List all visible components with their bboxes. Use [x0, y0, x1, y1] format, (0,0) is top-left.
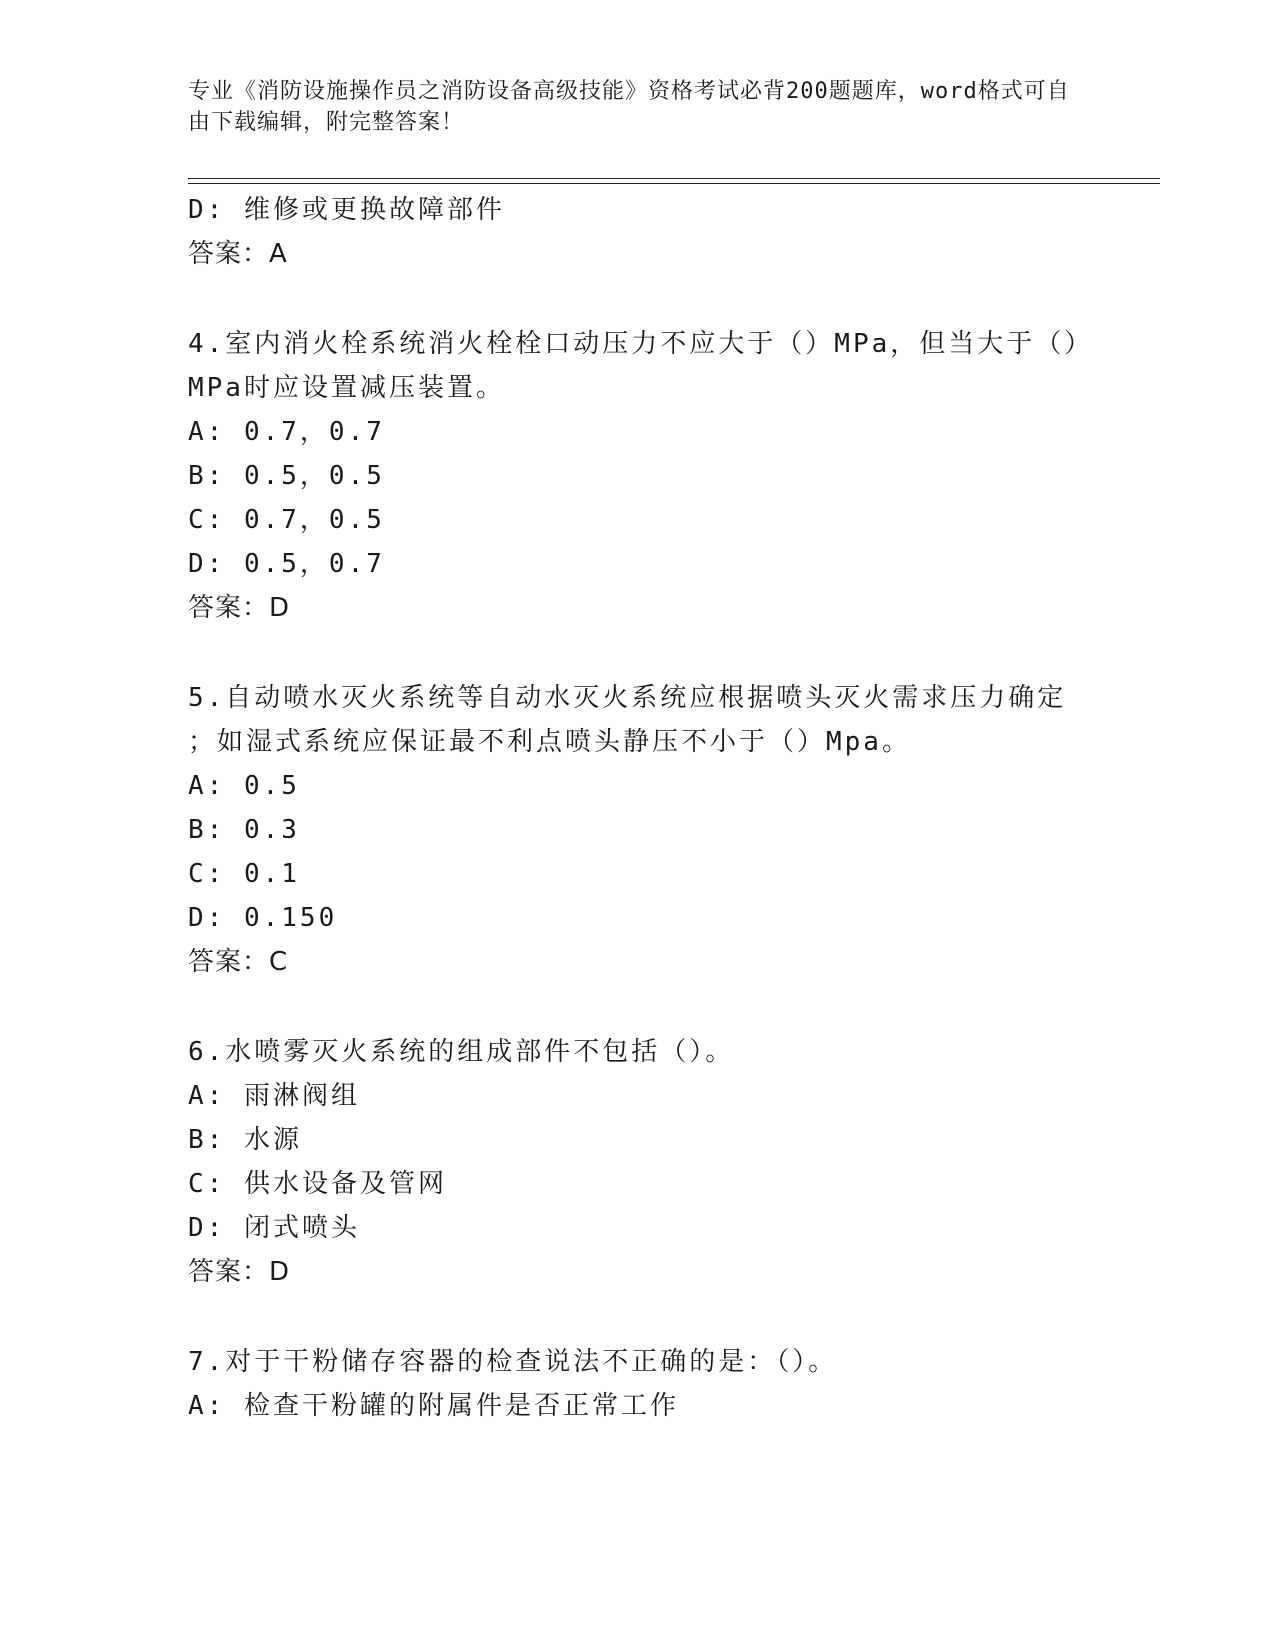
- q6-option-c: C: 供水设备及管网: [188, 1169, 447, 1199]
- q4-option-c: C: 0.7，0.5: [188, 505, 385, 535]
- q7-stem: 7.对于干粉储存容器的检查说法不正确的是：（）。: [188, 1347, 838, 1377]
- q5-option-d: D: 0.150: [188, 903, 338, 933]
- q6-answer: 答案：D: [188, 1257, 291, 1287]
- prev-answer: 答案：A: [188, 239, 288, 269]
- header-divider-bottom: [188, 183, 1160, 184]
- q4-answer: 答案：D: [188, 593, 291, 623]
- q4-stem-line2: MPa时应设置减压装置。: [188, 373, 505, 403]
- q5-stem-line2: ；如湿式系统应保证最不利点喷头静压不小于（）Mpa。: [188, 727, 911, 757]
- q7-option-a: A: 检查干粉罐的附属件是否正常工作: [188, 1391, 679, 1421]
- q5-answer: 答案：C: [188, 947, 289, 977]
- q6-option-b: B: 水源: [188, 1125, 302, 1155]
- q5-stem-line1: 5.自动喷水灭火系统等自动水灭火系统应根据喷头灭火需求压力确定: [188, 683, 1067, 713]
- prev-option-d: D: 维修或更换故障部件: [188, 195, 505, 225]
- q4-option-b: B: 0.5，0.5: [188, 461, 385, 491]
- header-divider-top: [188, 178, 1160, 179]
- q5-option-a: A: 0.5: [188, 771, 300, 801]
- document-header: 专业《消防设施操作员之消防设备高级技能》资格考试必背200题题库，word格式可自由下载编辑，附完整答案！: [188, 79, 1070, 135]
- q6-option-d: D: 闭式喷头: [188, 1213, 360, 1243]
- q6-stem: 6.水喷雾灭火系统的组成部件不包括（）。: [188, 1037, 735, 1067]
- q4-option-a: A: 0.7，0.7: [188, 417, 385, 447]
- q5-option-b: B: 0.3: [188, 815, 300, 845]
- q5-option-c: C: 0.1: [188, 859, 300, 889]
- q4-option-d: D: 0.5，0.7: [188, 549, 385, 579]
- q4-stem-line1: 4.室内消火栓系统消火栓栓口动压力不应大于（）MPa，但当大于（）: [188, 329, 1094, 359]
- q6-option-a: A: 雨淋阀组: [188, 1081, 360, 1111]
